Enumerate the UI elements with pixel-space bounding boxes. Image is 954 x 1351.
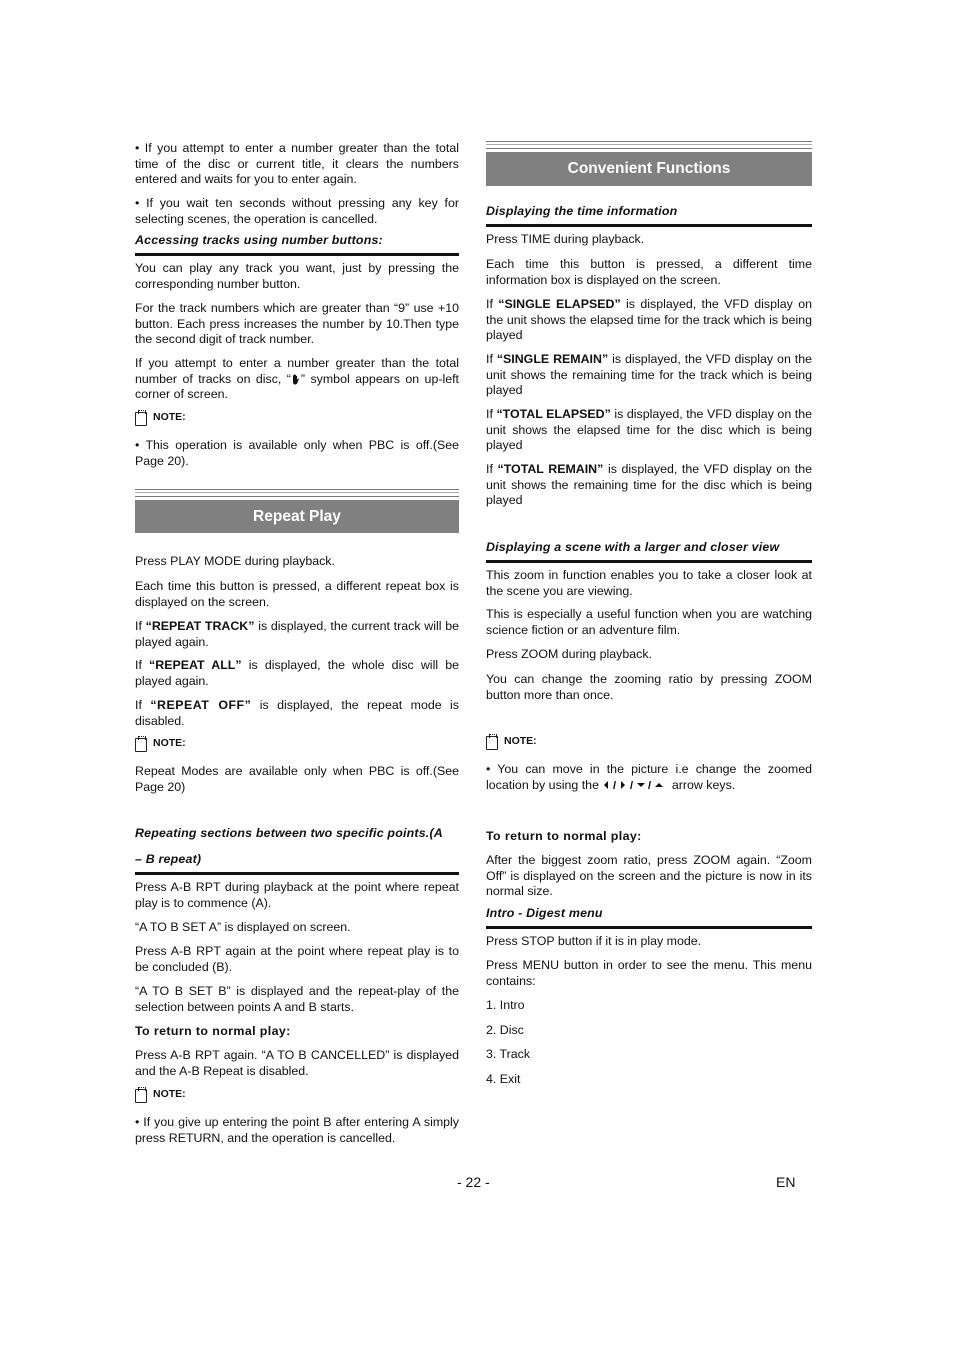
paragraph: • If you give up entering the point B after entering A simply press RETURN, and the operation is cancelled. xyxy=(135,1115,459,1145)
paragraph xyxy=(135,698,459,729)
text: is displayed, the VFD display on the unit shows the elapsed time for the disc which is being played xyxy=(486,407,812,453)
text: If xyxy=(486,297,499,311)
text: If you attempt to enter a number greater than the total number of tracks on disc, “ xyxy=(135,356,459,386)
note-text: NOTE: xyxy=(153,1088,186,1100)
paragraph: “A TO B SET A” is displayed on screen. xyxy=(135,920,351,934)
paragraph xyxy=(486,462,812,509)
paragraph: Press A-B RPT again at the point where repeat play is to be concluded (B). xyxy=(135,944,459,974)
svg-text:/: / xyxy=(630,779,634,790)
paragraph: Press A-B RPT during playback at the point where repeat play is to commence (A). xyxy=(135,880,459,910)
paragraph: • This operation is available only when PBC is off.(See Page 20). xyxy=(135,438,459,468)
section-title: Repeat Play xyxy=(135,500,459,533)
paragraph: Press ZOOM during playback. xyxy=(486,647,652,661)
paragraph: You can play any track you want, just by pressing the corresponding number button. xyxy=(135,261,459,291)
text: If xyxy=(135,658,150,672)
svg-text:/: / xyxy=(613,779,617,790)
paragraph: Press TIME during playback. xyxy=(486,232,645,246)
text: is displayed, the VFD display on the unit shows the remaining time for the disc which is being played xyxy=(486,462,812,508)
text: ” symbol appears on up-left corner of screen. xyxy=(135,371,459,402)
section-title: Convenient Functions xyxy=(486,152,812,186)
paragraph: You can change the zooming ratio by pressing ZOOM button more than once. xyxy=(486,672,812,702)
paragraph: This zoom in function enables you to take a closer look at the scene you are viewing. xyxy=(486,568,812,598)
key-term: “SINGLE ELAPSED” xyxy=(498,297,621,311)
paragraph: “A TO B SET B” is displayed and the repeat-play of the selection between points A and B starts. xyxy=(135,984,459,1014)
note-text: NOTE: xyxy=(504,735,537,747)
return-heading: To return to normal play: xyxy=(486,829,642,843)
paragraph: Press A-B RPT again. “A TO B CANCELLED” is displayed and the A-B Repeat is disabled. xyxy=(135,1048,459,1078)
text: If xyxy=(486,352,497,366)
subheading-accessing-tracks: Accessing tracks using number buttons: xyxy=(135,233,459,256)
paragraph: • If you wait ten seconds without pressing any key for selecting scenes, the operation is cancelled. xyxy=(135,196,459,226)
key-term: “TOTAL ELAPSED” xyxy=(496,407,611,421)
key-term: “TOTAL REMAIN” xyxy=(497,462,604,476)
paragraph: Press STOP button if it is in play mode. xyxy=(486,934,702,948)
section-banner-repeat-play xyxy=(135,489,459,533)
list-item: 3. Track xyxy=(486,1047,531,1061)
note-pad-icon xyxy=(135,412,147,426)
list-item: 2. Disc xyxy=(486,1023,524,1037)
paragraph: Each time this button is pressed, a different time information box is displayed on the screen. xyxy=(486,257,812,287)
page-number: - 22 - xyxy=(457,1174,490,1190)
text: If xyxy=(135,698,151,712)
text: is displayed, the current track will be played again. xyxy=(135,619,459,649)
note-pad-icon xyxy=(486,736,498,750)
list-item: 4. Exit xyxy=(486,1072,521,1086)
banner-rule xyxy=(486,141,812,149)
text: is displayed, the VFD display on the unit shows the elapsed time for the track which is being played xyxy=(486,297,813,343)
subheading-ab-repeat-cont: – B repeat) xyxy=(135,852,459,875)
text: • You can move in the picture i.e change the zoomed location by using the xyxy=(486,762,812,792)
paragraph xyxy=(486,352,812,399)
subheading-ab-repeat: Repeating sections between two specific points.(A xyxy=(135,826,443,840)
key-term: “REPEAT TRACK” xyxy=(145,619,255,633)
key-term: “REPEAT OFF” xyxy=(150,698,252,712)
paragraph: Press PLAY MODE during playback. xyxy=(135,554,335,568)
note-text: NOTE: xyxy=(153,411,186,423)
text: arrow keys. xyxy=(668,777,736,792)
text: If xyxy=(135,619,146,633)
subheading-zoom: Displaying a scene with a larger and closer view xyxy=(486,540,812,563)
note-label xyxy=(135,1087,186,1103)
paragraph: Repeat Modes are available only when PBC is off.(See Page 20) xyxy=(135,764,459,794)
text: If xyxy=(486,462,498,476)
paragraph xyxy=(486,407,812,454)
paragraph: Press MENU button in order to see the menu. This menu contains: xyxy=(486,958,812,988)
paragraph: Each time this button is pressed, a different repeat box is displayed on the screen. xyxy=(135,579,459,609)
note-label xyxy=(486,734,537,750)
paragraph xyxy=(135,356,459,403)
subheading-time-information: Displaying the time information xyxy=(486,204,812,227)
paragraph xyxy=(135,619,459,650)
arrow-keys-icon xyxy=(602,780,668,790)
svg-text:/: / xyxy=(648,779,652,790)
text: is displayed, the repeat mode is disabled. xyxy=(135,698,460,728)
text: is displayed, the VFD display on the unit shows the remaining time for the track which is being played xyxy=(486,352,812,398)
note-label xyxy=(135,736,186,752)
paragraph xyxy=(486,297,812,344)
paragraph: After the biggest zoom ratio, press ZOOM again. “Zoom Off” is displayed on the screen and the picture is now in its normal size. xyxy=(486,853,812,899)
paragraph: • If you attempt to enter a number greater than the total time of the disc or current title, it clears the numbers entered and waits for you to enter again. xyxy=(135,141,459,187)
language-code: EN xyxy=(776,1174,796,1190)
key-term: “SINGLE REMAIN” xyxy=(496,352,609,366)
paragraph: For the track numbers which are greater than “9” use +10 button. Each press increases the number by 10.Then type the second digit of track number. xyxy=(135,301,459,347)
hand-icon xyxy=(291,374,301,385)
section-banner-convenient-functions xyxy=(486,141,812,186)
note-pad-icon xyxy=(135,738,147,752)
banner-rule xyxy=(135,489,459,497)
note-text: NOTE: xyxy=(153,737,186,749)
text: is displayed, the whole disc will be played again. xyxy=(135,658,460,688)
note-pad-icon xyxy=(135,1089,147,1103)
paragraph xyxy=(135,658,459,689)
note-label xyxy=(135,410,186,426)
subheading-intro-digest: Intro - Digest menu xyxy=(486,906,812,929)
key-term: “REPEAT ALL” xyxy=(149,658,242,672)
text: If xyxy=(486,407,497,421)
paragraph: This is especially a useful function when you are watching science fiction or an adventure film. xyxy=(486,607,812,637)
paragraph xyxy=(486,762,812,793)
return-heading: To return to normal play: xyxy=(135,1024,291,1038)
list-item: 1. Intro xyxy=(486,998,525,1012)
